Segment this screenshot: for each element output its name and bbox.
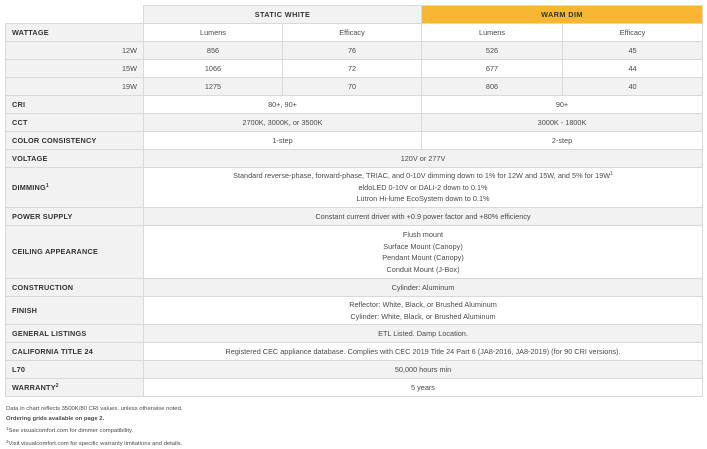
ceiling-appearance-value	[144, 226, 703, 279]
l70-value: 50,000 hours min	[144, 361, 703, 379]
warm-dim-lumens-col: Lumens	[422, 24, 563, 42]
cri-row	[6, 96, 703, 114]
finish-line: Reflector: White, Black, or Brushed Aluminum	[349, 300, 497, 309]
dimming-line-footnote: 1	[610, 171, 613, 178]
warm-dim-efficacy: 45	[563, 42, 703, 60]
dimming-value	[144, 168, 703, 208]
dimming-line: eldoLED 0-10V or DALI-2 down to 0.1%	[358, 182, 488, 192]
static-white-efficacy: 72	[283, 60, 422, 78]
cri-label: CRI	[6, 96, 144, 114]
wattage-value: 19W	[6, 78, 144, 96]
dimming-row	[6, 168, 703, 208]
warm-dim-efficacy: 44	[563, 60, 703, 78]
finish-row	[6, 297, 703, 325]
cct-label: CCT	[6, 114, 144, 132]
wattage-label: WATTAGE	[6, 24, 144, 42]
static-white-efficacy-col: Efficacy	[283, 24, 422, 42]
cri-static-white: 80+, 90+	[144, 96, 422, 114]
static-white-lumens: 1066	[144, 60, 283, 78]
footnote-warranty	[6, 437, 183, 449]
static-white-lumens: 856	[144, 42, 283, 60]
ceiling-appearance-line: Surface Mount (Canopy)	[383, 241, 463, 251]
cct-static-white: 2700K, 3000K, or 3500K	[144, 114, 422, 132]
finish-value	[144, 297, 703, 325]
construction-row	[6, 279, 703, 297]
warranty-label-footnote: 2	[55, 382, 59, 389]
warm-dim-lumens: 677	[422, 60, 563, 78]
california-title-24-value: Registered CEC appliance database. Complies with CEC 2019 Title 24 Part 6 (JA8-2016, JA8-2019) (for 90 CRI versions).	[144, 343, 703, 361]
wattage-header-row	[6, 24, 703, 42]
static-white-lumens-col: Lumens	[144, 24, 283, 42]
static-white-efficacy: 70	[283, 78, 422, 96]
voltage-label: VOLTAGE	[6, 150, 144, 168]
general-listings-value: ETL Listed. Damp Location.	[144, 325, 703, 343]
warranty-value: 5 years	[144, 379, 703, 397]
footnote-warranty-marker: 2	[6, 438, 9, 444]
wattage-row	[6, 42, 703, 60]
finish-line: Cylinder: White, Black, or Brushed Aluminum	[350, 311, 496, 321]
general-listings-row	[6, 325, 703, 343]
footnote-dimmer-marker: 1	[6, 426, 9, 432]
california-title-24-label: CALIFORNIA TITLE 24	[6, 343, 144, 361]
power-supply-row	[6, 208, 703, 226]
warranty-label-cell	[6, 379, 144, 397]
dimming-line-text: Standard reverse-phase, forward-phase, TRIAC, and 0-10V dimming down to 1% for 12W and 15W, and 5% for 19W	[233, 171, 611, 181]
footnote-data-note: Data in chart reflects 3500K/80 CRI values, unless otherwise noted.	[6, 406, 183, 412]
ceiling-appearance-line: Conduit Mount (J-Box)	[386, 264, 460, 274]
color-consistency-row	[6, 132, 703, 150]
l70-label: L70	[6, 361, 144, 379]
california-title-24-row	[6, 343, 703, 361]
cri-warm-dim: 90+	[422, 96, 703, 114]
header-blank-cell	[6, 6, 144, 24]
wattage-row	[6, 78, 703, 96]
construction-label: CONSTRUCTION	[6, 279, 144, 297]
construction-value: Cylinder: Aluminum	[144, 279, 703, 297]
l70-row	[6, 361, 703, 379]
cct-warm-dim: 3000K - 1800K	[422, 114, 703, 132]
dimming-line: Lutron Hi-lume EcoSystem down to 0.1%	[356, 194, 490, 204]
footnote-warranty-text: Visit visualcomfort.com for specific warranty limitations and details.	[8, 440, 183, 447]
finish-label: FINISH	[6, 297, 144, 325]
ceiling-appearance-line: Flush mount	[402, 230, 444, 239]
wattage-value: 15W	[6, 60, 144, 78]
ceiling-appearance-line: Pendant Mount (Canopy)	[382, 253, 464, 262]
spec-table	[5, 5, 703, 397]
wattage-value: 12W	[6, 42, 144, 60]
dimming-label: DIMMING	[12, 182, 46, 192]
warm-dim-lumens: 526	[422, 42, 563, 60]
warm-dim-lumens: 806	[422, 78, 563, 96]
wattage-row	[6, 60, 703, 78]
static-white-efficacy: 76	[283, 42, 422, 60]
dimming-label-cell	[6, 168, 144, 208]
color-consistency-static-white: 1-step	[144, 132, 422, 150]
ceiling-appearance-row	[6, 226, 703, 279]
warranty-row	[6, 379, 703, 397]
dimming-line	[150, 170, 696, 182]
static-white-header: STATIC WHITE	[144, 6, 422, 24]
warranty-label: WARRANTY	[12, 382, 56, 392]
dimming-label-footnote: 1	[45, 182, 49, 189]
color-consistency-warm-dim: 2-step	[422, 132, 703, 150]
footnote-dimmer	[6, 424, 183, 437]
footnote-ordering-grids: Ordering grids available on page 2.	[6, 415, 105, 422]
color-consistency-label: COLOR CONSISTENCY	[6, 132, 144, 150]
footnotes	[6, 405, 183, 449]
footnote-dimmer-text: See visualcomfort.com for dimmer compatibility.	[8, 428, 134, 435]
warm-dim-efficacy-col: Efficacy	[563, 24, 703, 42]
power-supply-value: Constant current driver with +0.9 power factor and +80% efficiency	[144, 208, 703, 226]
header-row	[6, 6, 703, 24]
warm-dim-header: WARM DIM	[422, 6, 703, 24]
ceiling-appearance-label: CEILING APPEARANCE	[6, 226, 144, 279]
static-white-lumens: 1275	[144, 78, 283, 96]
voltage-row	[6, 150, 703, 168]
voltage-value: 120V or 277V	[144, 150, 703, 168]
warm-dim-efficacy: 40	[563, 78, 703, 96]
cct-row	[6, 114, 703, 132]
power-supply-label: POWER SUPPLY	[6, 208, 144, 226]
general-listings-label: GENERAL LISTINGS	[6, 325, 144, 343]
